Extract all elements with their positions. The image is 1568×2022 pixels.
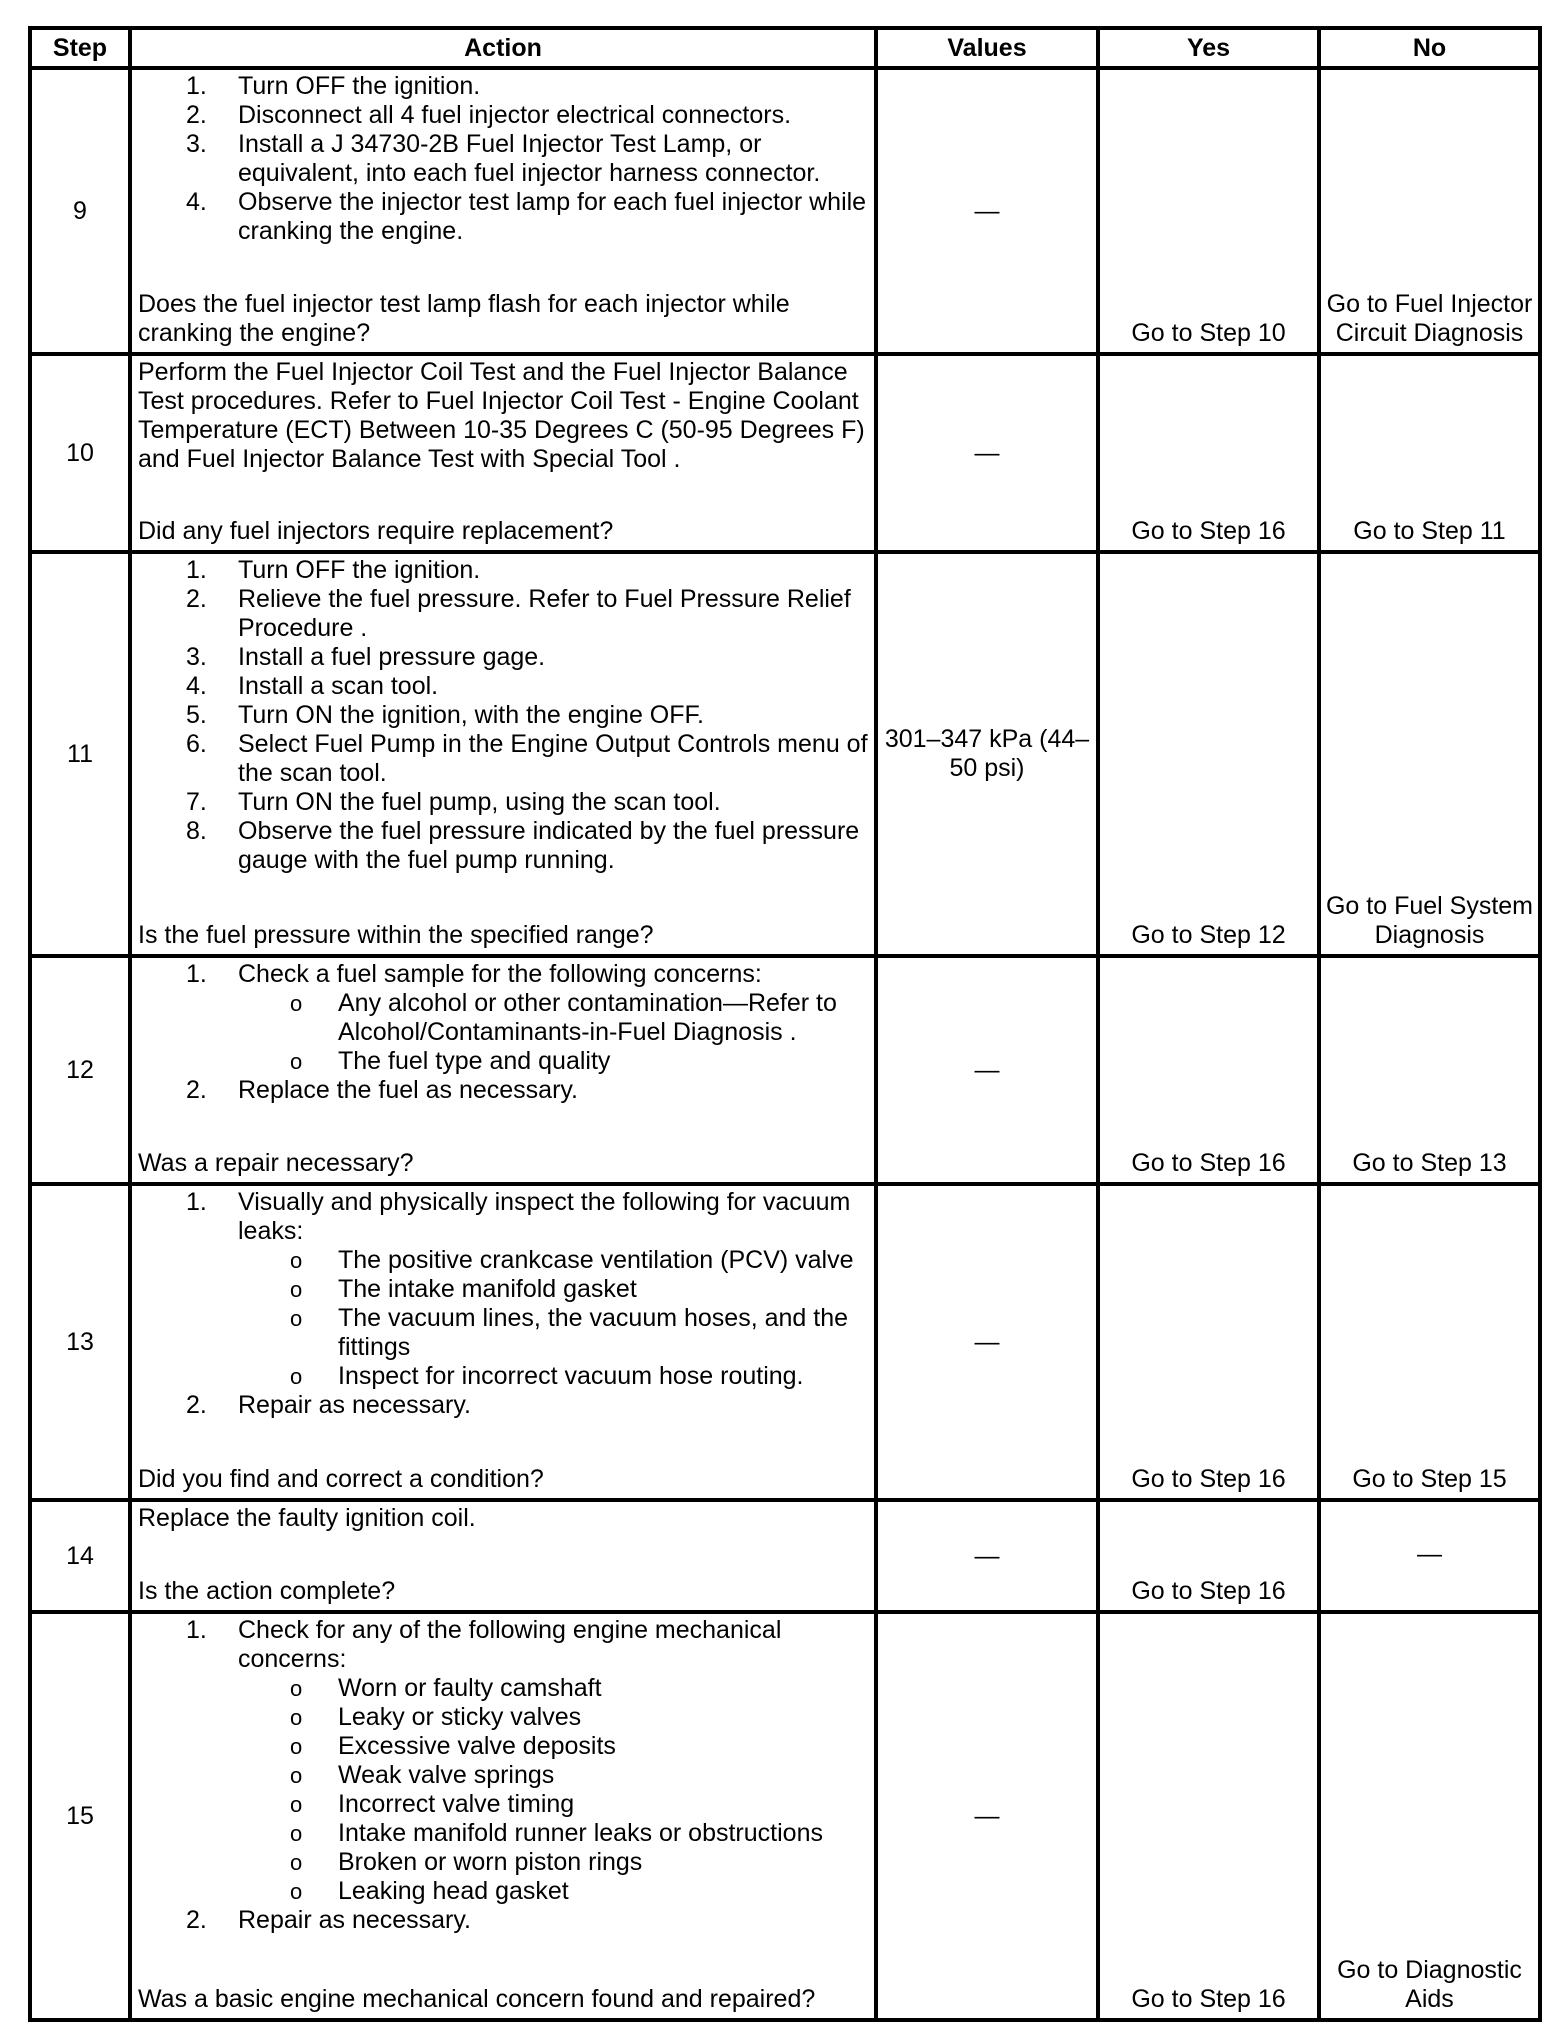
sub-item-text: Worn or faulty camshaft bbox=[338, 1674, 602, 1702]
item-text: Select Fuel Pump in the Engine Output Controls menu of the scan tool. bbox=[238, 730, 868, 787]
yes-cell bbox=[1098, 552, 1319, 956]
action-steps-list bbox=[138, 1616, 870, 1935]
item-number: 2. bbox=[186, 101, 207, 129]
table-row bbox=[30, 1612, 1540, 2020]
yes-result: Go to Step 12 bbox=[1131, 921, 1286, 949]
item-text: Observe the injector test lamp for each fuel injector while cranking the engine. bbox=[238, 188, 867, 245]
sub-item bbox=[238, 1304, 870, 1362]
list-item bbox=[138, 72, 870, 101]
item-text: Turn ON the fuel pump, using the scan tool. bbox=[238, 788, 721, 816]
step-cell bbox=[30, 68, 130, 354]
sub-item-text: Intake manifold runner leaks or obstructions bbox=[338, 1819, 823, 1847]
no-cell bbox=[1319, 68, 1540, 354]
sub-item bbox=[238, 1761, 870, 1790]
bullet-icon: o bbox=[290, 1705, 303, 1730]
values-cell bbox=[876, 1184, 1098, 1500]
values-cell bbox=[876, 68, 1098, 354]
action-question: Is the fuel pressure within the specified range? bbox=[138, 921, 654, 949]
item-number: 3. bbox=[186, 643, 207, 671]
list-item bbox=[138, 1906, 870, 1935]
item-number: 1. bbox=[186, 1616, 207, 1644]
item-text: Visually and physically inspect the following for vacuum leaks: bbox=[238, 1188, 851, 1245]
yes-result: Go to Step 16 bbox=[1131, 1149, 1286, 1177]
yes-result: Go to Step 10 bbox=[1131, 319, 1286, 347]
list-item bbox=[138, 130, 870, 188]
action-cell bbox=[130, 1500, 876, 1612]
sub-list bbox=[238, 1246, 870, 1391]
sub-item-text: Inspect for incorrect vacuum hose routing. bbox=[338, 1362, 804, 1390]
sub-item-text: Leaking head gasket bbox=[338, 1877, 569, 1905]
step-number: 13 bbox=[66, 1327, 94, 1356]
yes-cell bbox=[1098, 68, 1319, 354]
no-result: Go to Step 15 bbox=[1352, 1465, 1507, 1493]
table-row bbox=[30, 1500, 1540, 1612]
values-cell bbox=[876, 354, 1098, 552]
item-text: Relieve the fuel pressure. Refer to Fuel Pressure Relief Procedure . bbox=[238, 585, 851, 642]
values-cell bbox=[876, 552, 1098, 956]
bullet-icon: o bbox=[290, 991, 303, 1016]
bullet-icon: o bbox=[290, 1364, 303, 1389]
no-cell bbox=[1319, 1184, 1540, 1500]
sub-item bbox=[238, 1246, 870, 1275]
item-text: Check a fuel sample for the following concerns: bbox=[238, 960, 762, 988]
sub-item bbox=[238, 1819, 870, 1848]
header-action: Action bbox=[130, 28, 876, 68]
sub-item bbox=[238, 1674, 870, 1703]
sub-item-text: The fuel type and quality bbox=[338, 1047, 611, 1075]
bullet-icon: o bbox=[290, 1879, 303, 1904]
no-result: — bbox=[1417, 1539, 1442, 1568]
item-number: 2. bbox=[186, 1076, 207, 1104]
item-text: Install a fuel pressure gage. bbox=[238, 643, 546, 671]
list-item bbox=[138, 556, 870, 585]
step-cell bbox=[30, 1612, 130, 2020]
item-number: 4. bbox=[186, 672, 207, 700]
item-text: Repair as necessary. bbox=[238, 1391, 471, 1419]
sub-item-text: Incorrect valve timing bbox=[338, 1790, 575, 1818]
values-text: — bbox=[974, 1801, 1000, 1830]
no-cell bbox=[1319, 1612, 1540, 2020]
action-paragraph: Replace the faulty ignition coil. bbox=[138, 1504, 476, 1532]
item-number: 1. bbox=[186, 1188, 207, 1216]
sub-item-text: The vacuum lines, the vacuum hoses, and the fittings bbox=[338, 1304, 849, 1361]
sub-item bbox=[238, 1362, 870, 1391]
sub-item-text: Excessive valve deposits bbox=[338, 1732, 616, 1760]
header-step: Step bbox=[30, 28, 130, 68]
sub-item bbox=[238, 1275, 870, 1304]
header-yes: Yes bbox=[1098, 28, 1319, 68]
step-number: 15 bbox=[66, 1801, 94, 1830]
list-item bbox=[138, 1391, 870, 1420]
item-text: Disconnect all 4 fuel injector electrical connectors. bbox=[238, 101, 792, 129]
header-no: No bbox=[1319, 28, 1540, 68]
no-result: Go to Step 11 bbox=[1353, 517, 1506, 545]
step-number: 10 bbox=[66, 438, 94, 467]
action-cell bbox=[130, 956, 876, 1184]
list-item bbox=[138, 730, 870, 788]
list-item bbox=[138, 1188, 870, 1391]
sub-item bbox=[238, 1877, 870, 1906]
yes-result: Go to Step 16 bbox=[1131, 1577, 1286, 1605]
no-cell bbox=[1319, 552, 1540, 956]
sub-item-text: Weak valve springs bbox=[338, 1761, 555, 1789]
list-item bbox=[138, 188, 870, 246]
sub-item-text: Any alcohol or other contamination—Refer to Alcohol/Contaminants-in-Fuel Diagnosis . bbox=[338, 989, 837, 1046]
item-number: 6. bbox=[186, 730, 207, 758]
item-number: 3. bbox=[186, 130, 207, 158]
sub-item-text: The intake manifold gasket bbox=[338, 1275, 637, 1303]
values-text: — bbox=[974, 196, 1000, 225]
list-item bbox=[138, 960, 870, 1076]
yes-cell bbox=[1098, 1500, 1319, 1612]
step-cell bbox=[30, 956, 130, 1184]
item-number: 1. bbox=[186, 72, 207, 100]
bullet-icon: o bbox=[290, 1049, 303, 1074]
bullet-icon: o bbox=[290, 1850, 303, 1875]
list-item bbox=[138, 643, 870, 672]
step-cell bbox=[30, 552, 130, 956]
action-steps-list bbox=[138, 72, 870, 246]
item-text: Replace the fuel as necessary. bbox=[238, 1076, 579, 1104]
values-cell bbox=[876, 956, 1098, 1184]
item-number: 2. bbox=[186, 1906, 207, 1934]
action-cell bbox=[130, 1184, 876, 1500]
no-result: Go to Fuel System Diagnosis bbox=[1325, 892, 1534, 949]
item-text: Check for any of the following engine mechanical concerns: bbox=[238, 1616, 782, 1673]
item-number: 7. bbox=[186, 788, 207, 816]
sub-list bbox=[238, 989, 870, 1076]
values-text: — bbox=[974, 438, 1000, 467]
no-result: Go to Step 13 bbox=[1352, 1149, 1507, 1177]
sub-item bbox=[238, 1848, 870, 1877]
action-steps-list bbox=[138, 556, 870, 875]
item-number: 1. bbox=[186, 960, 207, 988]
item-text: Install a scan tool. bbox=[238, 672, 439, 700]
sub-item bbox=[238, 989, 870, 1047]
sub-item-text: The positive crankcase ventilation (PCV) valve bbox=[338, 1246, 854, 1274]
action-steps-list bbox=[138, 960, 870, 1105]
action-steps-list bbox=[138, 1188, 870, 1420]
list-item bbox=[138, 101, 870, 130]
header-row bbox=[30, 28, 1540, 68]
item-number: 5. bbox=[186, 701, 207, 729]
step-number: 12 bbox=[66, 1055, 94, 1084]
item-text: Turn OFF the ignition. bbox=[238, 72, 481, 100]
table-row bbox=[30, 354, 1540, 552]
values-text: — bbox=[974, 1541, 1000, 1570]
action-cell bbox=[130, 1612, 876, 2020]
step-number: 11 bbox=[67, 739, 93, 768]
item-text: Install a J 34730-2B Fuel Injector Test Lamp, or equivalent, into each fuel injector harness connector. bbox=[238, 130, 821, 187]
table-row bbox=[30, 1184, 1540, 1500]
action-question: Is the action complete? bbox=[138, 1577, 396, 1605]
bullet-icon: o bbox=[290, 1248, 303, 1273]
table-row bbox=[30, 68, 1540, 354]
yes-result: Go to Step 16 bbox=[1131, 517, 1286, 545]
list-item bbox=[138, 788, 870, 817]
no-result: Go to Fuel Injector Circuit Diagnosis bbox=[1326, 290, 1533, 347]
sub-item bbox=[238, 1047, 870, 1076]
step-number: 9 bbox=[73, 196, 87, 225]
action-paragraph: Perform the Fuel Injector Coil Test and the Fuel Injector Balance Test procedures. Refer to Fuel Injector Coil Test - Engine Coolant Temperature (ECT) Between 10-35 Degrees C (50-95 Degrees F) and Fuel Injector Balance Test with Special Tool . bbox=[138, 358, 865, 473]
bullet-icon: o bbox=[290, 1763, 303, 1788]
no-cell bbox=[1319, 956, 1540, 1184]
values-cell bbox=[876, 1500, 1098, 1612]
sub-item bbox=[238, 1703, 870, 1732]
item-number: 8. bbox=[186, 817, 207, 845]
sub-item-text: Leaky or sticky valves bbox=[338, 1703, 582, 1731]
item-text: Observe the fuel pressure indicated by the fuel pressure gauge with the fuel pump running. bbox=[238, 817, 860, 874]
step-cell bbox=[30, 354, 130, 552]
bullet-icon: o bbox=[290, 1792, 303, 1817]
sub-item-text: Broken or worn piston rings bbox=[338, 1848, 643, 1876]
header-values: Values bbox=[876, 28, 1098, 68]
sub-list bbox=[238, 1674, 870, 1906]
no-cell bbox=[1319, 1500, 1540, 1612]
list-item bbox=[138, 817, 870, 875]
action-question: Was a basic engine mechanical concern found and repaired? bbox=[138, 1985, 816, 2013]
yes-cell bbox=[1098, 1612, 1319, 2020]
table-row bbox=[30, 956, 1540, 1184]
bullet-icon: o bbox=[290, 1277, 303, 1302]
item-number: 4. bbox=[186, 188, 207, 216]
values-text: — bbox=[974, 1327, 1000, 1356]
yes-cell bbox=[1098, 354, 1319, 552]
bullet-icon: o bbox=[290, 1676, 303, 1701]
list-item bbox=[138, 585, 870, 643]
action-question: Did you find and correct a condition? bbox=[138, 1465, 544, 1493]
list-item bbox=[138, 672, 870, 701]
yes-cell bbox=[1098, 1184, 1319, 1500]
values-cell bbox=[876, 1612, 1098, 2020]
no-cell bbox=[1319, 354, 1540, 552]
action-cell bbox=[130, 354, 876, 552]
sub-item bbox=[238, 1732, 870, 1761]
action-question: Does the fuel injector test lamp flash for each injector while cranking the engine? bbox=[138, 290, 790, 347]
bullet-icon: o bbox=[290, 1734, 303, 1759]
yes-result: Go to Step 16 bbox=[1131, 1465, 1286, 1493]
values-text: 301–347 kPa (44–50 psi) bbox=[884, 725, 1090, 782]
list-item bbox=[138, 1616, 870, 1906]
action-question: Did any fuel injectors require replacement? bbox=[138, 517, 614, 545]
item-text: Repair as necessary. bbox=[238, 1906, 471, 1934]
diagnostic-table bbox=[28, 26, 1542, 2022]
step-cell bbox=[30, 1500, 130, 1612]
table-row bbox=[30, 552, 1540, 956]
list-item bbox=[138, 701, 870, 730]
action-question: Was a repair necessary? bbox=[138, 1149, 414, 1177]
item-text: Turn OFF the ignition. bbox=[238, 556, 481, 584]
bullet-icon: o bbox=[290, 1821, 303, 1846]
step-cell bbox=[30, 1184, 130, 1500]
item-text: Turn ON the ignition, with the engine OFF. bbox=[238, 701, 704, 729]
sub-item bbox=[238, 1790, 870, 1819]
action-cell bbox=[130, 68, 876, 354]
item-number: 2. bbox=[186, 1391, 207, 1419]
step-number: 14 bbox=[66, 1541, 94, 1570]
yes-result: Go to Step 16 bbox=[1131, 1985, 1286, 2013]
bullet-icon: o bbox=[290, 1306, 303, 1331]
item-number: 2. bbox=[186, 585, 207, 613]
list-item bbox=[138, 1076, 870, 1105]
no-result: Go to Diagnostic Aids bbox=[1337, 1956, 1522, 2013]
action-cell bbox=[130, 552, 876, 956]
item-number: 1. bbox=[186, 556, 207, 584]
yes-cell bbox=[1098, 956, 1319, 1184]
values-text: — bbox=[974, 1055, 1000, 1084]
